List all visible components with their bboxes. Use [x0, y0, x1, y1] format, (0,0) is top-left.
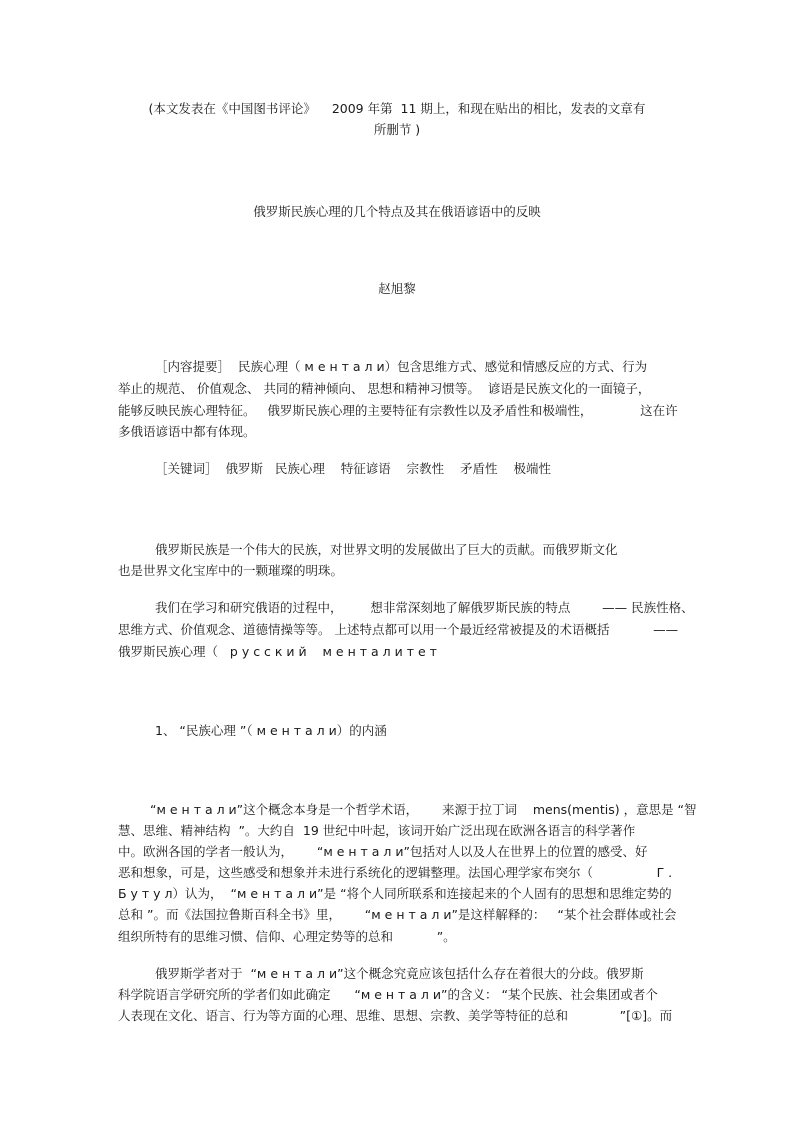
paragraph-line: 思维方式、价值观念、道德情操等等。 上述特点都可以用一个最近经常被提及的术语概括 ——: [118, 622, 679, 637]
paragraph-line: 组织所特有的思维习惯、信仰、心理定势等的总和 ”。: [118, 929, 456, 944]
section-heading: 1、 “民族心理 ”（ м е н т а л и）的内涵: [155, 723, 387, 738]
paragraph-line: 俄罗斯民族是一个伟大的民族，对世界文明的发展做出了巨大的贡献。而俄罗斯文化: [155, 542, 618, 557]
paragraph-line: 俄罗斯学者对于 “м е н т а л и”这个概念究竟应该包括什么存在着很大的分歧。俄罗斯: [155, 966, 644, 981]
publication-note-line-1: (本文发表在《中国图书评论》 2009 年第 11 期上，和现在贴出的相比，发表的文章有: [148, 101, 646, 116]
article-title: 俄罗斯民族心理的几个特点及其在俄语谚语中的反映: [253, 204, 541, 219]
paragraph-line: Б у т у л）认为， “м е н т а л и”是 “将个人同所联系和连接起来的个人固有的思想和思维定势的: [118, 886, 672, 901]
paragraph-line: 中。欧洲各国的学者一般认为， “м е н т а л и”包括对人以及人在世界上的位置的感受、好: [118, 844, 648, 859]
paragraph-line: “м е н т а л и”这个概念本身是一个哲学术语， 来源于拉丁词 mens(mentis) ，意思是 “智: [150, 802, 697, 817]
abstract-line: 举止的规范、 价值观念、 共同的精神倾向、 思想和精神习惯等。 谚语是民族文化的一面镜子，: [118, 381, 651, 396]
keywords-line: ［关键词］ 俄罗斯 民族心理 特征谚语 宗教性 矛盾性 极端性: [155, 461, 551, 476]
abstract-line: 多俄语谚语中都有体现。: [118, 424, 256, 439]
paragraph-line: 人表现在文化、语言、行为等方面的心理、思维、思想、宗教、美学等特征的总和 ”[①]。而: [118, 1008, 673, 1023]
abstract-line: ［内容提要］ 民族心理（ м е н т а л и）包含思维方式、感觉和情感反应的方式、行为: [155, 359, 648, 374]
paragraph-line: 俄罗斯民族心理（ р у с с к и й м е н т а л и т е т: [118, 644, 437, 659]
paragraph-line: 科学院语言学研究所的学者们如此确定 “м е н т а л и”的含义： “某个民族、社会集团或者个: [118, 987, 658, 1002]
abstract-line: 能够反映民族心理特征。 俄罗斯民族心理的主要特征有宗教性以及矛盾性和极端性， 这在许: [118, 403, 678, 418]
publication-note-line-2: 所删节 ): [373, 122, 421, 137]
paragraph-line: 我们在学习和研究俄语的过程中， 想非常深刻地了解俄罗斯民族的特点 —— 民族性格、: [155, 600, 694, 615]
paragraph-line: 恶和想象，可是，这些感受和想象并未进行系统化的逻辑整理。法国心理学家布突尔（ Г .: [118, 865, 673, 880]
paragraph-line: 也是世界文化宝库中的一颗璀璨的明珠。: [118, 563, 344, 578]
paragraph-line: 慧、思维、精神结构 ”。大约自 19 世纪中叶起，该词开始广泛出现在欧洲各语言的科学著作: [118, 823, 636, 838]
author-name: 赵旭黎: [378, 281, 416, 296]
paragraph-line: 总和 ”。而《法国拉鲁斯百科全书》里， “м е н т а л и”是这样解释的： “某个社会群体或社会: [118, 907, 677, 922]
